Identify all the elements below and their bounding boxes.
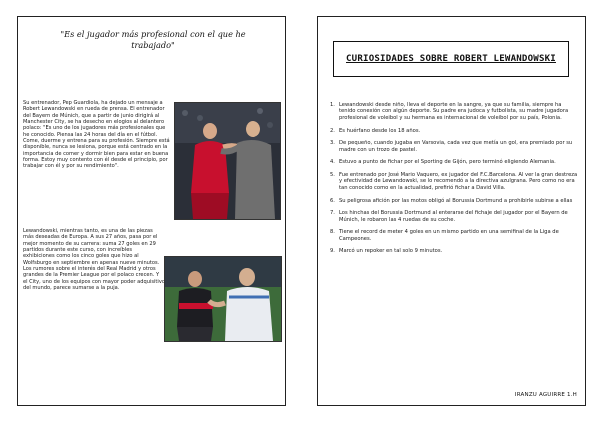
photo-1-illustration	[175, 103, 280, 219]
article-paragraph-1: Su entrenador, Pep Guardiola, ha dejado un mensaje a Robert Lewandowski en rueda de prensa. El entrenador del Bayern de Múnich, que a partir de junio dirigirá al Manchester City, se ha desecho en elogios al delantero polaco: "Es uno de los jugadores más profesionales que he conocido. Piensa las 24 horas del día en el fútbol. Come, duerme y entrena para su profesión. Siempre está disponible, nunca se lesiona, porque está centrado en la importancia de comer y dormir bien para estar en buena forma. Estoy muy contento con él desde el principio, por trabajar con él y por su rendimiento".	[23, 100, 170, 170]
fact-number: 1.	[330, 102, 335, 108]
fact-item	[330, 229, 578, 242]
fact-item	[330, 198, 578, 204]
fact-text: Fue entrenado por José Mario Vaquero, ex jugador del F.C.Barcelona. Al ver la gran destreza y efectividad de Lewandowski, se lo recomendó a la directiva azulgrana. Pero como no era tan conocido como en la actualidad, prefirió fichar a David Villa.	[339, 172, 578, 191]
fact-number: 8.	[330, 229, 335, 236]
fact-item	[330, 140, 578, 153]
fact-number: 7.	[330, 210, 335, 217]
fact-item	[330, 102, 578, 121]
fact-text: Su peligrosa afición por las motos obligó al Borussia Dortmund a prohibirle subirse a ellas	[339, 197, 573, 204]
fact-number: 6.	[330, 197, 335, 204]
photo-guardiola-lewandowski-training	[164, 256, 282, 342]
fact-text: Marcó un repoker en tal solo 9 minutos.	[339, 248, 443, 255]
fact-number: 4.	[330, 159, 335, 166]
fact-number: 5.	[330, 172, 335, 179]
fact-item	[330, 172, 578, 191]
left-page	[17, 16, 286, 406]
fact-text: De pequeño, cuando jugaba en Varsovia, cada vez que metía un gol, era premiado por su madre con un trozo de pastel.	[339, 140, 573, 153]
article-paragraph-2: Lewandowski, mientras tanto, es una de las piezas más deseadas de Europa. A sus 27 años, pasa por el mejor momento de su carrera: suma 27 goles en 29 partidos durante este curso, con increíbles exhibiciones como los cinco goles que hizo al Wolfsburgo en septiembre en apenas nueve minutos. Los rumores sobre el interés del Real Madrid y otros grandes de la Premier League por el polaco crecen. Y el City, uno de los equipos con mayor poder adquisitivo del mundo, parece sumarse a la puja.	[23, 228, 165, 292]
fact-item	[330, 210, 578, 223]
fact-number: 3.	[330, 140, 335, 147]
facts-list	[330, 102, 578, 261]
author-signature: IRANZU AGUIRRE 1.H	[514, 392, 577, 398]
fact-text: Es huérfano desde los 18 años.	[339, 127, 421, 134]
fact-text: Los hinchas del Borussia Dortmund al enterarse del fichaje del jugador por el Bayern de Múnich, le robaron las 4 ruedas de su coche.	[339, 210, 568, 223]
fact-number: 2.	[330, 127, 335, 134]
right-page	[317, 16, 586, 406]
page-title: CURIOSIDADES SOBRE ROBERT LEWANDOWSKI	[333, 41, 569, 77]
fact-item	[330, 128, 578, 134]
fact-text: Tiene el record de meter 4 goles en un mismo partido en una semifinal de la Liga de Campeones.	[339, 229, 559, 242]
fact-item	[330, 248, 578, 254]
fact-text: Estuvo a punto de fichar por el Sporting de Gijón, pero terminó eligiendo Alemania.	[339, 159, 556, 166]
photo-guardiola-lewandowski-hug	[174, 102, 281, 220]
fact-item	[330, 159, 578, 165]
fact-number: 9.	[330, 248, 335, 255]
pull-quote: "Es el jugador más profesional con el que he trabajado"	[60, 29, 246, 50]
photo-2-illustration	[165, 257, 281, 341]
fact-text: Lewandowski desde niño, lleva el deporte en la sangre, ya que su familia, siempre ha tenido conexión con algún deporte. Su padre era judoca y futbolista, su madre jugadora profesional de voleibol y su hermana es internacional de voleibol por su país, Polonia.	[339, 102, 569, 121]
